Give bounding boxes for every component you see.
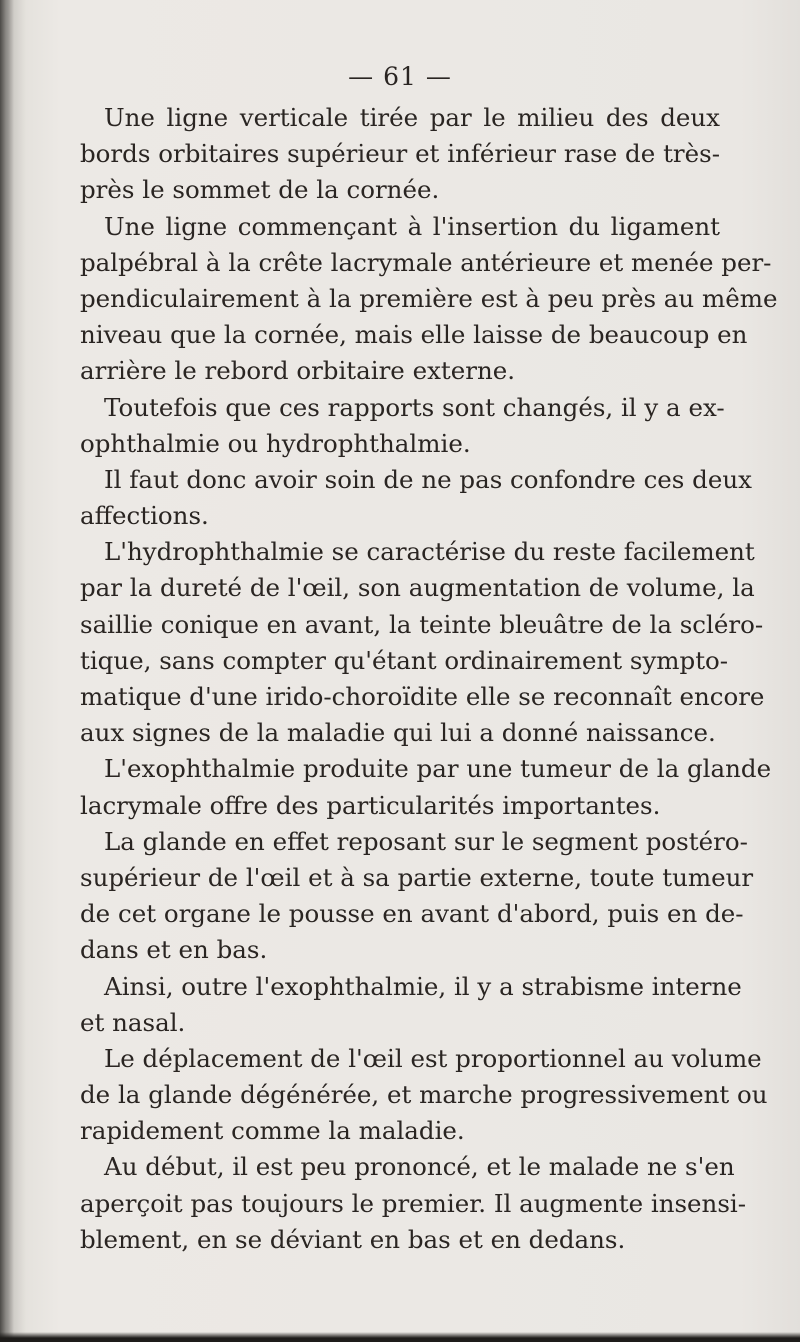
text-line: de cet organe le pousse en avant d'abord, puis en de- xyxy=(80,899,744,929)
text-line: Au début, il est peu prononcé, et le malade ne s'en xyxy=(104,1152,735,1182)
text-line: lacrymale offre des particularités importantes. xyxy=(80,790,661,820)
text-line: dans et en bas. xyxy=(80,935,268,965)
text-line: La glande en effet reposant sur le segment postéro- xyxy=(104,826,748,856)
page-number: — 61 — xyxy=(348,62,452,91)
text-line: de la glande dégénérée, et marche progressivement ou xyxy=(80,1080,768,1110)
text-line: bords orbitaires supérieur et inférieur rase de très- xyxy=(80,139,720,169)
body-text xyxy=(80,100,778,1258)
text-line: matique d'une irido-choroïdite elle se reconnaît encore xyxy=(80,682,765,711)
text-line: tique, sans compter qu'étant ordinairement sympto- xyxy=(80,645,729,675)
text-line: rapidement comme la maladie. xyxy=(80,1116,465,1146)
text-line: près le sommet de la cornée. xyxy=(80,175,440,205)
text-line: pendiculairement à la première est à peu près au même xyxy=(80,283,778,313)
text-line: niveau que la cornée, mais elle laisse de beaucoup en xyxy=(80,320,748,350)
text-line: et nasal. xyxy=(80,1007,186,1037)
text-line: saillie conique en avant, la teinte bleuâtre de la scléro- xyxy=(80,609,764,639)
text-line: affections. xyxy=(80,501,209,531)
text-line: Toutefois que ces rapports sont changés, il y a ex- xyxy=(104,392,725,422)
text-line: supérieur de l'œil et à sa partie externe, toute tumeur xyxy=(80,862,754,892)
text-line: Ainsi, outre l'exophthalmie, il y a strabisme interne xyxy=(104,971,742,1001)
text-line: aperçoit pas toujours le premier. Il augmente insensi- xyxy=(80,1188,747,1218)
text-line: arrière le rebord orbitaire externe. xyxy=(80,356,516,386)
binding-shadow xyxy=(0,0,14,1342)
bottom-edge xyxy=(0,1332,800,1342)
text-line: aux signes de la maladie qui lui a donné naissance. xyxy=(80,718,716,748)
text-line: blement, en se déviant en bas et en dedans. xyxy=(80,1224,626,1254)
text-line: palpébral à la crête lacrymale antérieure et menée per- xyxy=(80,247,772,277)
text-line: Une ligne verticale tirée par le milieu des deux xyxy=(104,103,720,132)
text-line: Il faut donc avoir soin de ne pas confondre ces deux xyxy=(104,464,752,494)
text-line: L'exophthalmie produite par une tumeur de la glande xyxy=(104,754,772,784)
text-line: L'hydrophthalmie se caractérise du reste facilement xyxy=(104,537,755,567)
text-line: par la dureté de l'œil, son augmentation de volume, la xyxy=(80,573,755,603)
text-line: Le déplacement de l'œil est proportionnel au volume xyxy=(104,1043,762,1073)
text-line: Une ligne commençant à l'insertion du ligament xyxy=(104,211,720,241)
text-line: ophthalmie ou hydrophthalmie. xyxy=(80,428,471,458)
